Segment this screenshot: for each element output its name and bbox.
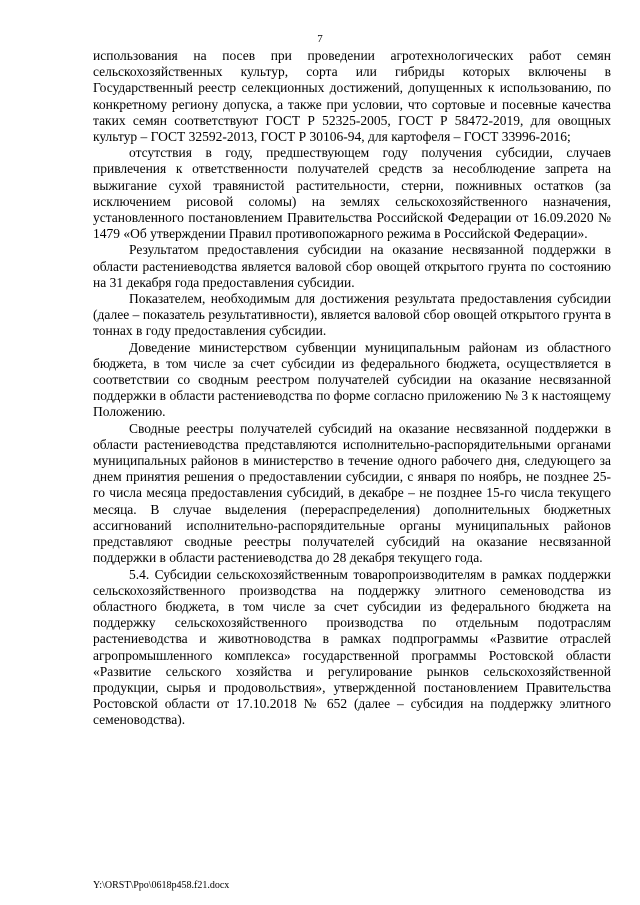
paragraph-subvention-delivery: Доведение министерством субвенции муниципальным районам из областного бюджета, в том числе за счет субсидии из федерального бюджета, осуществляется в соответствии со сводным реестром получателей субсидии на оказание несвязанной поддержки в области растениеводства по форме согласно приложению № 3 к настоящему Положению. (93, 339, 611, 420)
paragraph-consolidated-registers: Сводные реестры получателей субсидий на оказание несвязанной поддержки в области растениеводства представляются исполнительно-распорядительными органами муниципальных районов в министерство в течение одного рабочего дня, следующего за днем принятия решения о предоставлении субсидии, с января по ноябрь, не позднее 25-го числа месяца предоставления субсидий, в декабре – не позднее 15-го числа текущего месяца. В случае выделения (перераспределения) дополнительных бюджетных ассигнований исполнительно-распорядительные органы муниципальных районов представляют сводные реестры получателей субсидий на оказание несвязанной поддержки в области растениеводства до 28 декабря текущего года. (93, 420, 611, 566)
paragraph-seed-usage-condition: использования на посев при проведении агротехнологических работ семян сельскохозяйственных культур, сорта или гибриды которых включены в Государственный реестр селекционных достижений, допущенных к использованию, по конкретному региону допуска, а также при условии, что сортовые и посевные качества таких семян соответствуют ГОСТ Р 52325-2005, ГОСТ Р 58472-2019, для овощных культур – ГОСТ 32592-2013, ГОСТ Р 30106-94, для картофеля – ГОСТ 33996-2016; (93, 48, 611, 145)
paragraph-performance-indicator: Показателем, необходимым для достижения результата предоставления субсидии (далее – показатель результативности), является валовой сбор овощей открытого грунта в тоннах в году предоставления субсидии. (93, 291, 611, 339)
body-text (93, 48, 611, 729)
footer-file-path: Y:\ORST\Ppo\0618p458.f21.docx (93, 880, 230, 891)
paragraph-burning-ban-condition: отсутствия в году, предшествующем году получения субсидии, случаев привлечения к ответственности получателей средств за несоблюдение запрета на выжигание сухой травянистой растительности, стерни, пожнивных остатков (за исключением рисовой соломы) на землях сельскохозяйственного назначения, установленного постановлением Правительства Российской Федерации от 16.09.2020 № 1479 «Об утверждении Правил противопожарного режима в Российской Федерации». (93, 145, 611, 242)
paragraph-subsidy-result: Результатом предоставления субсидии на оказание несвязанной поддержки в области растениеводства является валовой сбор овощей открытого грунта по состоянию на 31 декабря года предоставления субсидии. (93, 242, 611, 290)
paragraph-section-5-4: 5.4. Субсидии сельскохозяйственным товаропроизводителям в рамках поддержки сельскохозяйственного производства на поддержку элитного семеноводства из областного бюджета, в том числе за счет субсидии из федерального бюджета на поддержку сельскохозяйственного производства по отдельным подотраслям растениеводства и животноводства в рамках подпрограммы «Развитие отраслей агропромышленного комплекса» государственной программы Ростовской области «Развитие сельского хозяйства и регулирование рынков сельскохозяйственной продукции, сырья и продовольствия», утвержденной постановлением Правительства Ростовской области от 17.10.2018 № 652 (далее – субсидия на поддержку элитного семеноводства). (93, 566, 611, 728)
page-number: 7 (317, 33, 323, 45)
